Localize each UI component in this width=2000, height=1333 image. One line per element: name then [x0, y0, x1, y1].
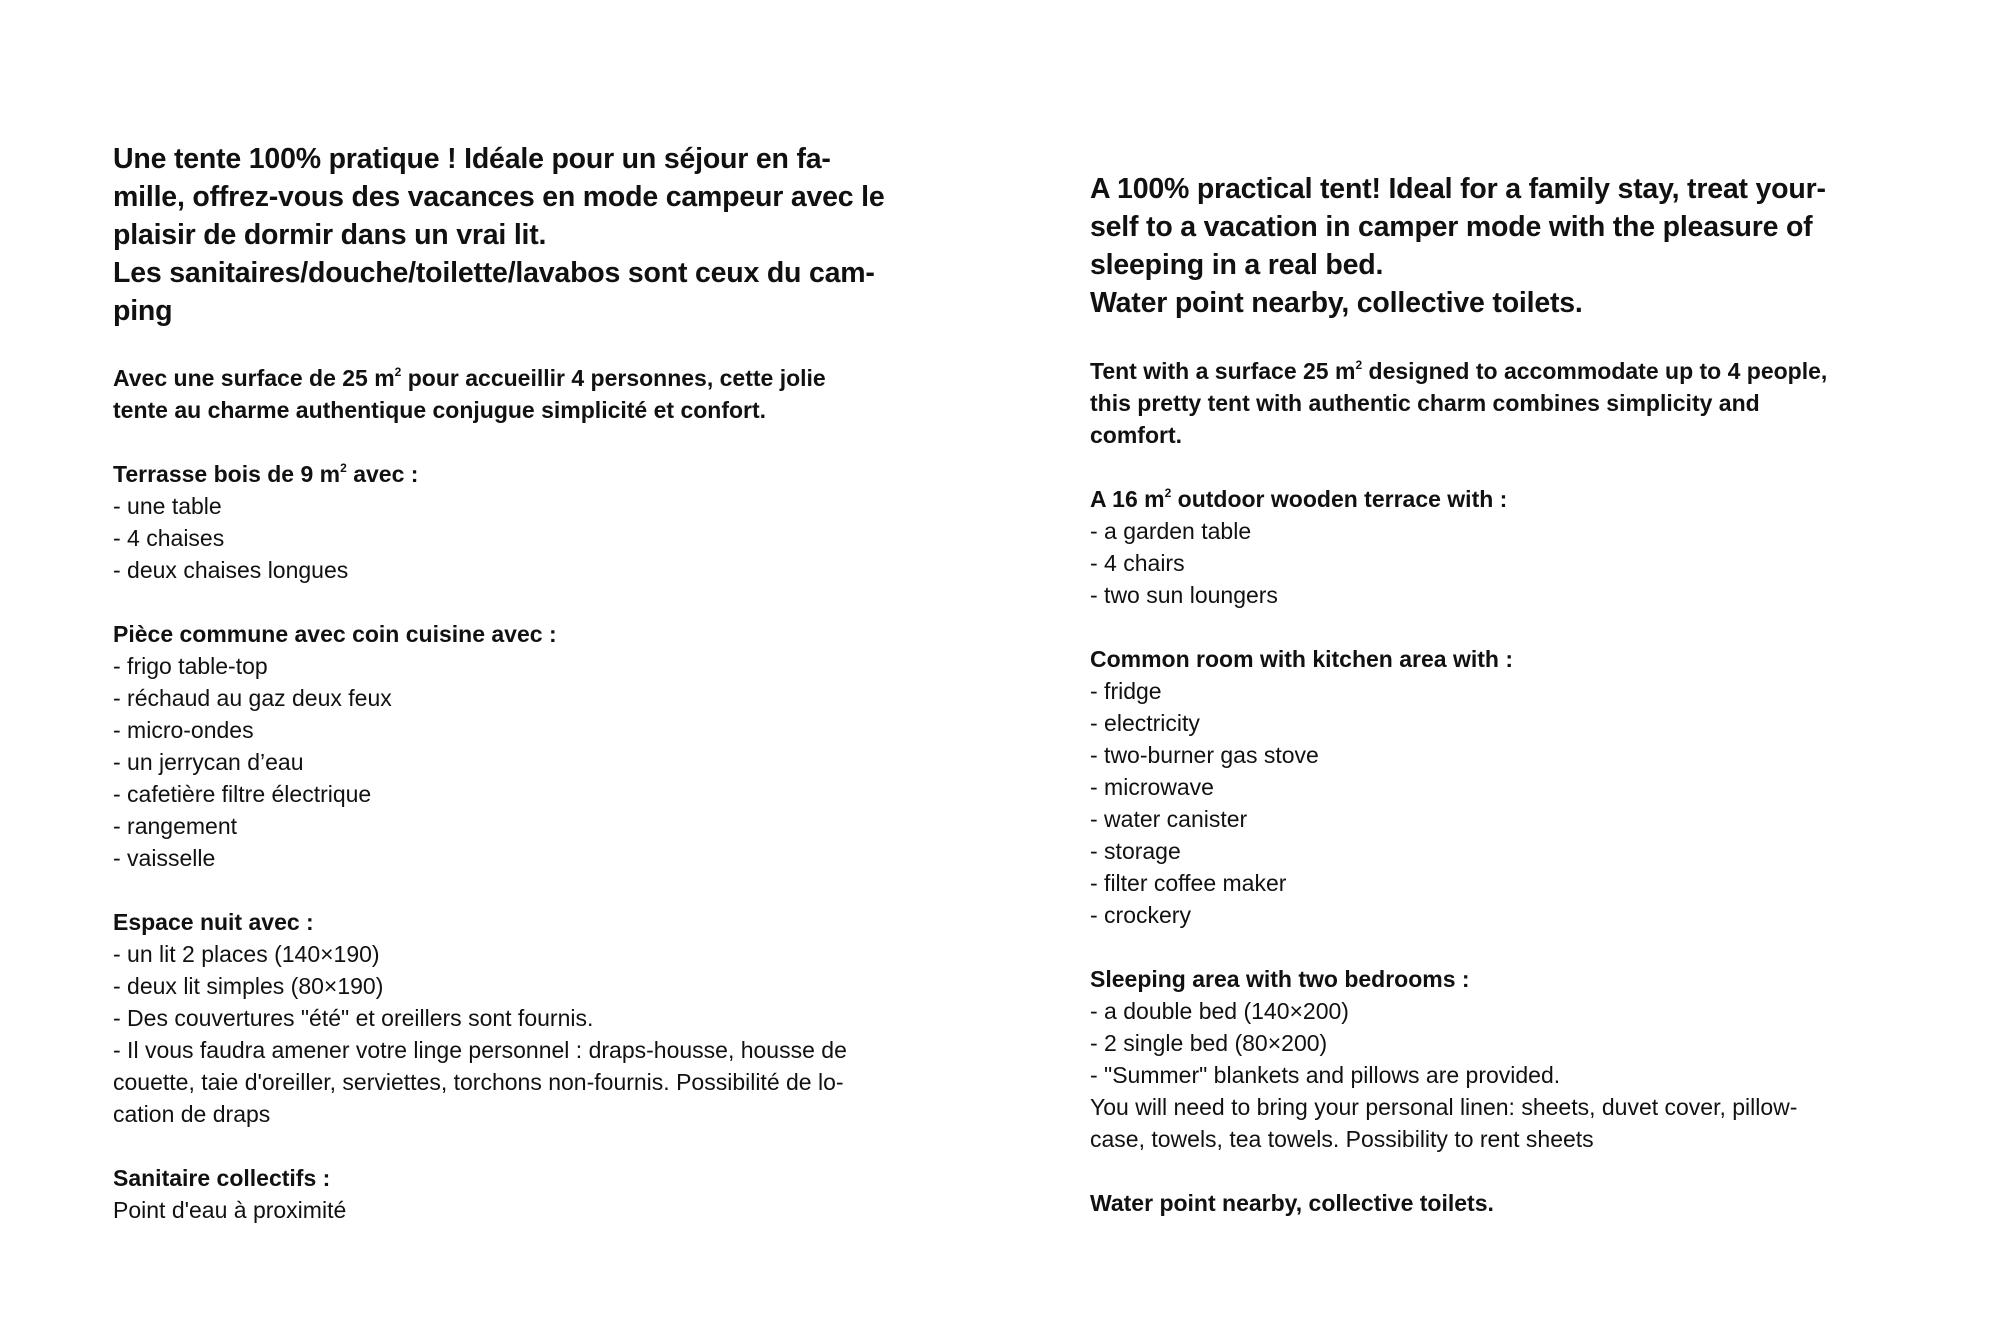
list-item: Point d'eau à proximité	[113, 1197, 347, 1223]
french-intro	[113, 362, 943, 426]
list-item: - réchaud au gaz deux feux	[113, 685, 392, 711]
list-item: - micro-ondes	[113, 717, 254, 743]
section-title: Pièce commune avec coin cuisine avec :	[113, 621, 557, 647]
list-item: - une table	[113, 493, 222, 519]
french-headline	[113, 140, 943, 330]
headline-line: Les sanitaires/douche/toilette/lavabos sont ceux du cam-	[113, 257, 875, 289]
list-item: - two-burner gas stove	[1090, 742, 1319, 768]
section-title: Common room with kitchen area with :	[1090, 646, 1513, 672]
french-sleeping-section	[113, 906, 943, 1130]
list-item: - crockery	[1090, 902, 1191, 928]
section-title: Espace nuit avec :	[113, 909, 314, 935]
list-item: - electricity	[1090, 710, 1200, 736]
section-title: Sleeping area with two bedrooms :	[1090, 966, 1470, 992]
headline-line: mille, offrez-vous des vacances en mode campeur avec le	[113, 181, 885, 213]
intro-line: comfort.	[1090, 422, 1182, 448]
list-item: - water canister	[1090, 806, 1248, 832]
section-title	[113, 458, 943, 490]
list-item: - 2 single bed (80×200)	[1090, 1030, 1328, 1056]
french-terrace-section	[113, 458, 943, 586]
english-closing-line: Water point nearby, collective toilets.	[1090, 1190, 1494, 1216]
list-item: - deux chaises longues	[113, 557, 349, 583]
intro-line	[1090, 358, 1827, 384]
intro-line	[113, 365, 826, 391]
superscript: 2	[340, 461, 347, 475]
list-item: - un lit 2 places (140×190)	[113, 941, 380, 967]
french-kitchen-section	[113, 618, 943, 874]
headline-line: A 100% practical tent! Ideal for a family stay, treat your-	[1090, 173, 1826, 205]
intro-text: pour accueillir 4 personnes, cette jolie	[401, 365, 826, 391]
list-item: - 4 chaises	[113, 525, 225, 551]
list-item: - two sun loungers	[1090, 582, 1278, 608]
list-item: - deux lit simples (80×190)	[113, 973, 384, 999]
headline-line: sleeping in a real bed.	[1090, 249, 1384, 281]
list-item: - frigo table-top	[113, 653, 268, 679]
english-intro	[1090, 355, 1920, 451]
headline-line: Water point nearby, collective toilets.	[1090, 287, 1583, 319]
english-kitchen-section	[1090, 643, 1920, 931]
list-item: - fridge	[1090, 678, 1162, 704]
french-sanitary-section	[113, 1162, 943, 1226]
list-item: - a double bed (140×200)	[1090, 998, 1349, 1024]
section-title: Sanitaire collectifs :	[113, 1165, 331, 1191]
list-item: case, towels, tea towels. Possibility to rent sheets	[1090, 1126, 1594, 1152]
list-item: - microwave	[1090, 774, 1214, 800]
list-item: - cafetière filtre électrique	[113, 781, 372, 807]
headline-line: ping	[113, 295, 173, 327]
list-item: - Des couvertures "été" et oreillers sont fournis.	[113, 1005, 594, 1031]
headline-line: Une tente 100% pratique ! Idéale pour un séjour en fa-	[113, 143, 831, 175]
title-text: avec :	[346, 461, 419, 487]
headline-line: plaisir de dormir dans un vrai lit.	[113, 219, 547, 251]
english-terrace-section	[1090, 483, 1920, 611]
list-item: - vaisselle	[113, 845, 216, 871]
list-item: couette, taie d'oreiller, serviettes, torchons non-fournis. Possibilité de lo-	[113, 1069, 844, 1095]
intro-text: Avec une surface de 25 m	[113, 365, 395, 391]
intro-line: this pretty tent with authentic charm combines simplicity and	[1090, 390, 1760, 416]
list-item: - rangement	[113, 813, 238, 839]
list-item: - a garden table	[1090, 518, 1252, 544]
superscript: 2	[1164, 486, 1172, 500]
list-item: - filter coffee maker	[1090, 870, 1287, 896]
list-item: - storage	[1090, 838, 1181, 864]
superscript: 2	[394, 365, 402, 379]
english-headline	[1090, 170, 1920, 322]
section-title	[1090, 483, 1920, 515]
english-sleeping-section	[1090, 963, 1920, 1155]
headline-line: self to a vacation in camper mode with the pleasure of	[1090, 211, 1813, 243]
intro-line: tente au charme authentique conjugue simplicité et confort.	[113, 397, 767, 423]
list-item: - "Summer" blankets and pillows are provided.	[1090, 1062, 1561, 1088]
english-column	[1090, 170, 1920, 1219]
intro-text: designed to accommodate up to 4 people,	[1362, 358, 1828, 384]
list-item: - un jerrycan d’eau	[113, 749, 304, 775]
list-item: - 4 chairs	[1090, 550, 1185, 576]
superscript: 2	[1355, 358, 1363, 372]
list-item: cation de draps	[113, 1101, 271, 1127]
french-column	[113, 140, 943, 1226]
list-item: - Il vous faudra amener votre linge personnel : draps-housse, housse de	[113, 1037, 847, 1063]
intro-text: Tent with a surface 25 m	[1090, 358, 1356, 384]
title-text: Terrasse bois de 9 m	[113, 461, 341, 487]
title-text: outdoor wooden terrace with :	[1171, 486, 1508, 512]
title-text: A 16 m	[1090, 486, 1165, 512]
list-item: You will need to bring your personal linen: sheets, duvet cover, pillow-	[1090, 1094, 1798, 1120]
